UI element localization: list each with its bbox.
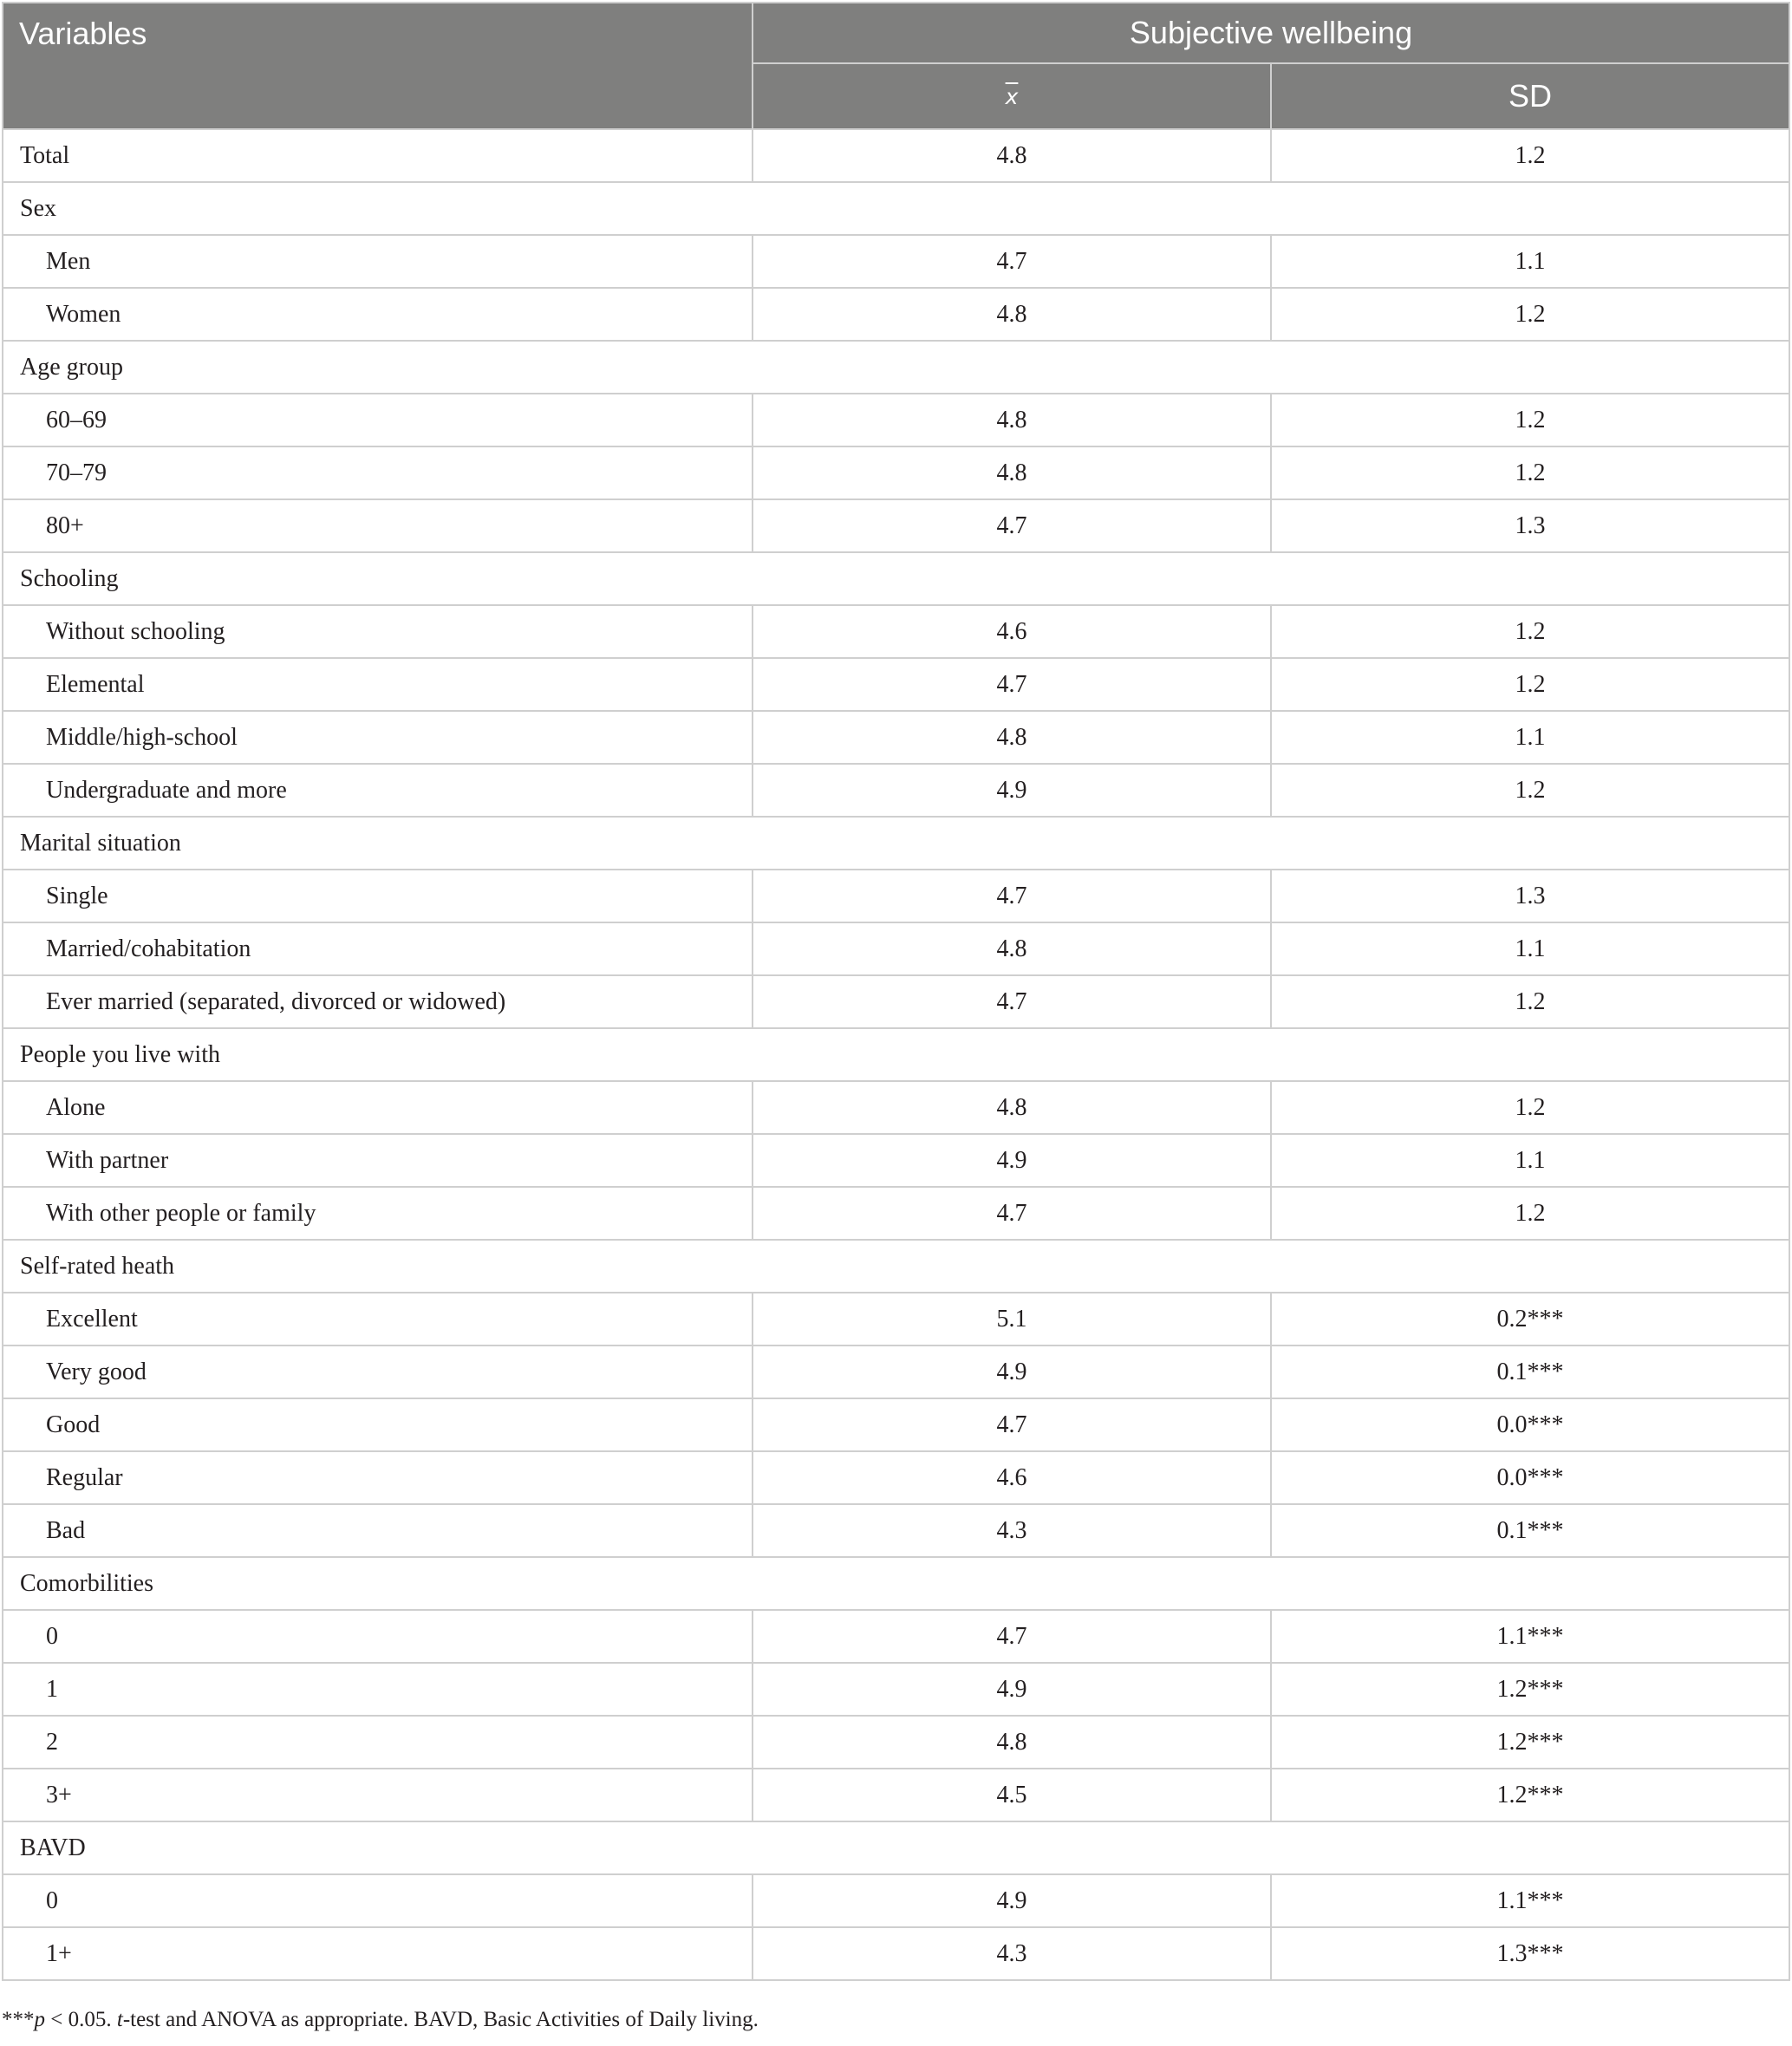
table-header	[3, 3, 1789, 129]
table-row	[3, 1451, 1789, 1504]
mean-cell: 4.8	[753, 922, 1271, 975]
sd-cell: 1.2	[1271, 129, 1789, 182]
section-row	[3, 341, 1789, 394]
section-label: Marital situation	[3, 817, 1789, 870]
table-row	[3, 1134, 1789, 1187]
row-label: Women	[3, 288, 753, 341]
row-label: 0	[3, 1610, 753, 1663]
mean-cell: 4.7	[753, 235, 1271, 288]
row-label: Single	[3, 870, 753, 922]
footnote-t: t	[116, 2008, 123, 2031]
table-row	[3, 1716, 1789, 1769]
sd-cell: 1.2	[1271, 605, 1789, 658]
table-row	[3, 1610, 1789, 1663]
mean-cell: 4.8	[753, 129, 1271, 182]
sd-cell: 1.2***	[1271, 1769, 1789, 1821]
mean-cell: 4.7	[753, 975, 1271, 1028]
sd-cell: 1.1	[1271, 1134, 1789, 1187]
mean-cell: 4.8	[753, 288, 1271, 341]
row-label: 0	[3, 1874, 753, 1927]
footnote-text1: < 0.05.	[45, 2008, 117, 2031]
sd-cell: 1.2	[1271, 288, 1789, 341]
mean-cell: 4.8	[753, 446, 1271, 499]
row-label: Elemental	[3, 658, 753, 711]
header-subjective-wellbeing: Subjective wellbeing	[753, 3, 1789, 63]
sd-cell: 1.1	[1271, 922, 1789, 975]
mean-cell: 4.8	[753, 394, 1271, 446]
mean-cell: 4.5	[753, 1769, 1271, 1821]
section-row	[3, 1557, 1789, 1610]
section-row	[3, 552, 1789, 605]
mean-cell: 4.7	[753, 1187, 1271, 1240]
section-row	[3, 1028, 1789, 1081]
section-row	[3, 182, 1789, 235]
row-label: Without schooling	[3, 605, 753, 658]
table-row	[3, 764, 1789, 817]
table-row	[3, 1081, 1789, 1134]
section-label: BAVD	[3, 1821, 1789, 1874]
table-row	[3, 1187, 1789, 1240]
mean-cell: 4.6	[753, 1451, 1271, 1504]
row-label: Regular	[3, 1451, 753, 1504]
section-label: Comorbilities	[3, 1557, 1789, 1610]
mean-cell: 4.3	[753, 1504, 1271, 1557]
table-row	[3, 446, 1789, 499]
section-row	[3, 1240, 1789, 1293]
header-variables: Variables	[3, 3, 753, 129]
row-label: Alone	[3, 1081, 753, 1134]
header-sd: SD	[1271, 63, 1789, 129]
row-label: 60–69	[3, 394, 753, 446]
mean-cell: 4.9	[753, 1134, 1271, 1187]
row-label: Good	[3, 1398, 753, 1451]
sd-cell: 1.3	[1271, 499, 1789, 552]
mean-cell: 4.3	[753, 1927, 1271, 1980]
mean-cell: 4.7	[753, 499, 1271, 552]
sd-cell: 1.2	[1271, 446, 1789, 499]
table-row	[3, 1769, 1789, 1821]
table-row	[3, 129, 1789, 182]
sd-cell: 1.2***	[1271, 1663, 1789, 1716]
sd-cell: 1.1	[1271, 235, 1789, 288]
row-label: Men	[3, 235, 753, 288]
mean-cell: 4.9	[753, 764, 1271, 817]
row-label: With other people or family	[3, 1187, 753, 1240]
row-label: 1	[3, 1663, 753, 1716]
header-mean	[753, 63, 1271, 129]
sd-cell: 1.2	[1271, 1081, 1789, 1134]
wellbeing-table	[2, 2, 1790, 1981]
table-row	[3, 870, 1789, 922]
sd-cell: 0.1***	[1271, 1504, 1789, 1557]
mean-symbol: $\overline{x}$	[1005, 83, 1019, 109]
sd-cell: 1.2	[1271, 658, 1789, 711]
footnote-p: p	[34, 2008, 45, 2031]
mean-cell: 4.8	[753, 711, 1271, 764]
table-row	[3, 1293, 1789, 1346]
sd-cell: 0.0***	[1271, 1398, 1789, 1451]
table-row	[3, 658, 1789, 711]
row-label: Married/cohabitation	[3, 922, 753, 975]
sd-cell: 1.2	[1271, 764, 1789, 817]
table-row	[3, 711, 1789, 764]
row-label: 80+	[3, 499, 753, 552]
sd-cell: 1.1***	[1271, 1874, 1789, 1927]
mean-cell: 4.7	[753, 1398, 1271, 1451]
row-label: Very good	[3, 1346, 753, 1398]
table-row	[3, 1663, 1789, 1716]
table-row	[3, 394, 1789, 446]
sd-cell: 1.2***	[1271, 1716, 1789, 1769]
table-row	[3, 288, 1789, 341]
row-label: 70–79	[3, 446, 753, 499]
table-row	[3, 975, 1789, 1028]
table-row	[3, 1927, 1789, 1980]
section-label: Age group	[3, 341, 1789, 394]
mean-cell: 4.9	[753, 1874, 1271, 1927]
sd-cell: 0.1***	[1271, 1346, 1789, 1398]
mean-cell: 4.8	[753, 1081, 1271, 1134]
row-label: Undergraduate and more	[3, 764, 753, 817]
sd-cell: 1.1***	[1271, 1610, 1789, 1663]
table-row	[3, 235, 1789, 288]
sd-cell: 0.2***	[1271, 1293, 1789, 1346]
mean-cell: 4.8	[753, 1716, 1271, 1769]
footnote-stars: ***	[2, 2008, 35, 2031]
table-row	[3, 1504, 1789, 1557]
row-label: 3+	[3, 1769, 753, 1821]
row-label: 2	[3, 1716, 753, 1769]
sd-cell: 1.1	[1271, 711, 1789, 764]
mean-cell: 4.7	[753, 870, 1271, 922]
mean-cell: 4.9	[753, 1663, 1271, 1716]
sd-cell: 0.0***	[1271, 1451, 1789, 1504]
mean-cell: 4.7	[753, 1610, 1271, 1663]
sd-cell: 1.2	[1271, 1187, 1789, 1240]
table-footnote	[2, 2008, 759, 2032]
sd-cell: 1.3***	[1271, 1927, 1789, 1980]
row-label: 1+	[3, 1927, 753, 1980]
row-label: Middle/high-school	[3, 711, 753, 764]
row-label: Total	[3, 129, 753, 182]
mean-cell: 4.6	[753, 605, 1271, 658]
mean-cell: 4.7	[753, 658, 1271, 711]
table-row	[3, 1874, 1789, 1927]
sd-cell: 1.2	[1271, 975, 1789, 1028]
table-row	[3, 922, 1789, 975]
sd-cell: 1.3	[1271, 870, 1789, 922]
row-label: Bad	[3, 1504, 753, 1557]
row-label: Ever married (separated, divorced or widowed)	[3, 975, 753, 1028]
section-row	[3, 817, 1789, 870]
sd-cell: 1.2	[1271, 394, 1789, 446]
mean-cell: 5.1	[753, 1293, 1271, 1346]
table-body	[3, 129, 1789, 1980]
table-row	[3, 605, 1789, 658]
table-row	[3, 1346, 1789, 1398]
mean-cell: 4.9	[753, 1346, 1271, 1398]
table-row	[3, 499, 1789, 552]
row-label: With partner	[3, 1134, 753, 1187]
section-label: People you live with	[3, 1028, 1789, 1081]
section-label: Self-rated heath	[3, 1240, 1789, 1293]
section-row	[3, 1821, 1789, 1874]
section-label: Sex	[3, 182, 1789, 235]
table-row	[3, 1398, 1789, 1451]
row-label: Excellent	[3, 1293, 753, 1346]
footnote-text2: -test and ANOVA as appropriate. BAVD, Basic Activities of Daily living.	[122, 2008, 759, 2031]
section-label: Schooling	[3, 552, 1789, 605]
